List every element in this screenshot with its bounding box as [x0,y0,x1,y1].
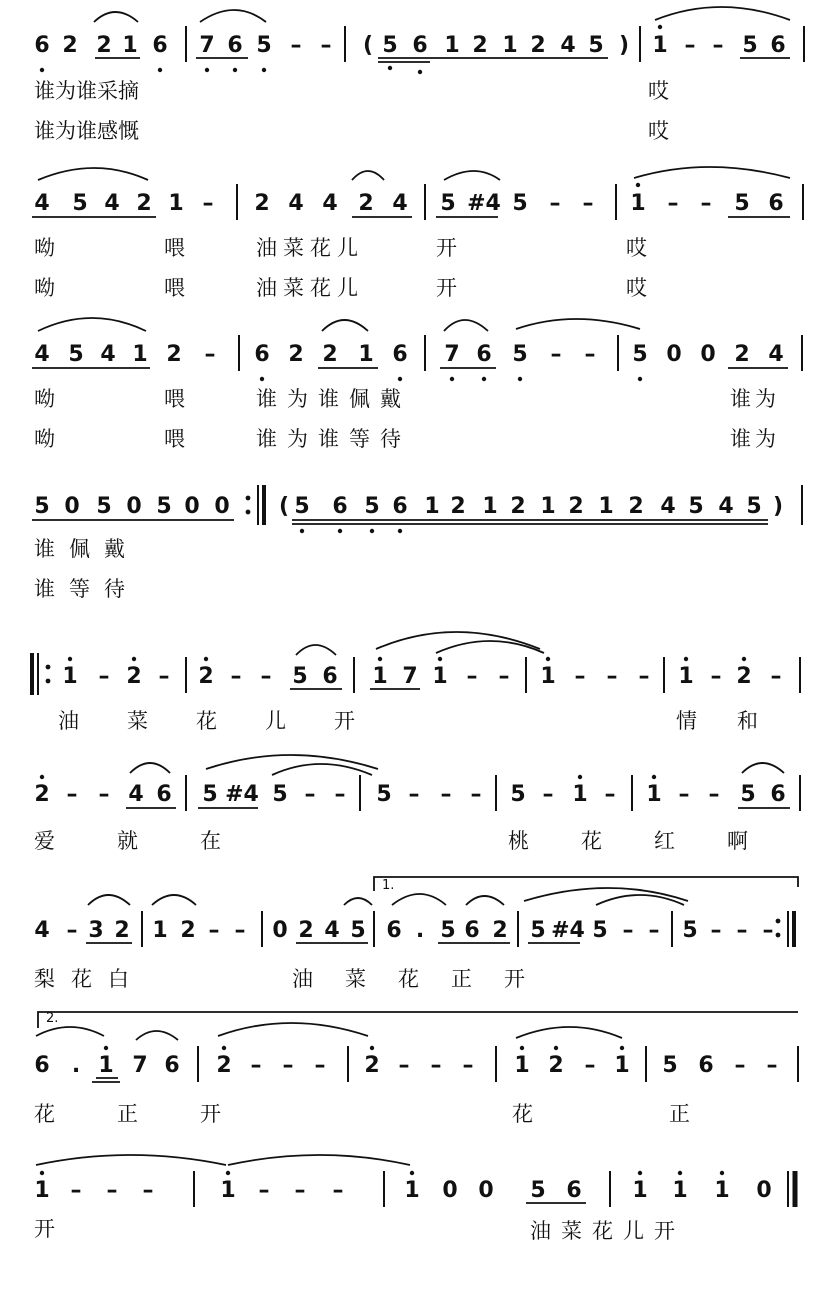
score-line-1 [0,0,829,160]
svg-text:2: 2 [530,33,546,58]
score-line-7 [0,865,829,995]
svg-text:2: 2 [254,191,270,216]
svg-text:5: 5 [96,494,112,519]
svg-text:6: 6 [392,494,408,519]
svg-text:2: 2 [180,918,196,943]
svg-text:0: 0 [478,1178,494,1203]
svg-text:–: – [158,664,170,689]
lyric-line-6-v1a: 爱就在 [34,829,283,853]
svg-text:–: – [684,33,696,58]
svg-text:–: – [202,191,214,216]
lyric-line-6-v1b: 桃花红啊 [508,829,800,853]
svg-text:–: – [550,342,562,367]
svg-text:–: – [604,782,616,807]
svg-text:–: – [700,191,712,216]
score-line-4 [0,465,829,615]
svg-text:1: 1 [34,1178,50,1203]
svg-text:1: 1 [98,1053,114,1078]
svg-text:2: 2 [628,494,644,519]
svg-text:0: 0 [214,494,230,519]
svg-text:5: 5 [350,918,366,943]
svg-text:#4: #4 [551,918,585,943]
svg-text:–: – [304,782,316,807]
svg-text:0: 0 [666,342,682,367]
svg-text:5: 5 [156,494,172,519]
svg-text:–: – [712,33,724,58]
svg-text:2: 2 [364,1053,380,1078]
svg-text:–: – [734,1053,746,1078]
svg-text:2: 2 [510,494,526,519]
svg-text:1: 1 [632,1178,648,1203]
lyric-line-5-v1b: 情和 [676,709,798,733]
svg-text:5: 5 [746,494,762,519]
svg-text:5: 5 [662,1053,678,1078]
svg-text:6: 6 [34,33,50,58]
svg-text:6: 6 [156,782,172,807]
svg-text:1: 1 [220,1178,236,1203]
svg-text:(: ( [278,494,290,519]
svg-text:7: 7 [132,1053,148,1078]
lyric-line-3-v2c: 谁为谁等待 [256,427,411,451]
svg-text:6: 6 [476,342,492,367]
svg-text:–: – [98,782,110,807]
svg-text:1: 1 [514,1053,530,1078]
svg-text:2: 2 [114,918,130,943]
svg-text:–: – [574,664,586,689]
svg-text:5: 5 [512,342,528,367]
svg-text:5: 5 [364,494,380,519]
svg-text:–: – [584,1053,596,1078]
svg-text:1: 1 [432,664,448,689]
svg-text:7: 7 [444,342,460,367]
lyric-line-2-v2a: 呦 [34,276,55,300]
svg-text:2: 2 [62,33,78,58]
svg-text:6: 6 [322,664,338,689]
lyric-line-2-v2c: 油菜花儿 [256,276,364,300]
svg-text:2: 2 [198,664,214,689]
lyric-line-8-v1a: 花正开 [34,1102,283,1126]
svg-text:7: 7 [199,33,215,58]
svg-text:4: 4 [660,494,676,519]
svg-text:6: 6 [332,494,348,519]
svg-text:–: – [294,1178,306,1203]
svg-text:1: 1 [678,664,694,689]
lyric-line-1-v2b: 哎 [648,119,669,143]
svg-text:1: 1 [372,664,388,689]
svg-text:–: – [736,918,748,943]
svg-text:5: 5 [682,918,698,943]
lyric-line-3-v2d: 谁为 [730,427,780,451]
svg-text:5: 5 [376,782,392,807]
svg-text:5: 5 [742,33,758,58]
notation-line-9 [0,1135,829,1225]
svg-text:5: 5 [34,494,50,519]
score-line-8 [0,1000,829,1130]
svg-text:–: – [208,918,220,943]
lyric-line-9-v1a: 开 [34,1217,55,1241]
svg-text:–: – [408,782,420,807]
svg-text:–: – [106,1178,118,1203]
svg-text:–: – [606,664,618,689]
svg-text:5: 5 [510,782,526,807]
svg-text:–: – [98,664,110,689]
svg-text:1: 1 [424,494,440,519]
svg-text:–: – [430,1053,442,1078]
lyric-line-4-v1a: 谁佩戴 [34,537,139,561]
svg-text:–: – [498,664,510,689]
svg-text:–: – [234,918,246,943]
volta-label-2: 2. [46,1011,59,1026]
svg-text:1: 1 [540,664,556,689]
svg-text:5: 5 [512,191,528,216]
svg-text:2: 2 [322,342,338,367]
svg-text:2: 2 [472,33,488,58]
svg-text:5: 5 [294,494,310,519]
lyric-line-3-v1d: 谁为 [730,387,780,411]
svg-text:1: 1 [122,33,138,58]
svg-text:2: 2 [548,1053,564,1078]
svg-text:5: 5 [202,782,218,807]
score-line-9 [0,1135,829,1295]
svg-text:6: 6 [254,342,270,367]
svg-text:2: 2 [358,191,374,216]
svg-text:0: 0 [126,494,142,519]
svg-text:#4: #4 [225,782,259,807]
svg-text:6: 6 [770,33,786,58]
svg-text:7: 7 [402,664,418,689]
score-line-2 [0,160,829,300]
svg-text:6: 6 [412,33,428,58]
lyric-line-3-v1a: 呦 [34,387,55,411]
svg-text:5: 5 [632,342,648,367]
svg-text:5: 5 [440,918,456,943]
svg-text:0: 0 [442,1178,458,1203]
svg-text:4: 4 [288,191,304,216]
svg-text:1: 1 [502,33,518,58]
svg-text:6: 6 [566,1178,582,1203]
svg-text:–: – [766,1053,778,1078]
svg-text:1: 1 [404,1178,420,1203]
svg-text:5: 5 [734,191,750,216]
svg-text:5: 5 [530,918,546,943]
lyric-line-4-v2a: 谁等待 [34,577,139,601]
svg-text:): ) [772,494,784,519]
svg-text:6: 6 [34,1053,50,1078]
svg-text:1: 1 [652,33,668,58]
svg-text:–: – [762,918,774,943]
svg-text:2: 2 [734,342,750,367]
svg-text:2: 2 [450,494,466,519]
svg-text:1: 1 [62,664,78,689]
svg-text:1: 1 [672,1178,688,1203]
lyric-line-3-v2a: 呦 [34,427,55,451]
svg-text:6: 6 [464,918,480,943]
svg-text:–: – [334,782,346,807]
lyric-line-2-v2b: 喂 [164,276,185,300]
svg-text:5: 5 [592,918,608,943]
lyric-line-1-v1a: 谁为谁采摘 [34,79,139,103]
svg-text:#4: #4 [467,191,501,216]
svg-text:–: – [314,1053,326,1078]
svg-text:6: 6 [227,33,243,58]
lyric-line-2-v2d: 开 [436,276,457,300]
svg-text:–: – [398,1053,410,1078]
svg-text:–: – [332,1178,344,1203]
lyric-line-2-v1e: 哎 [626,236,647,260]
svg-text:–: – [710,664,722,689]
lyric-line-3-v2b: 喂 [164,427,185,451]
lyric-line-1-v2a: 谁为谁感慨 [34,119,139,143]
svg-text:6: 6 [386,918,402,943]
svg-text:2: 2 [298,918,314,943]
svg-text:–: – [230,664,242,689]
notation-line-2 [0,160,829,250]
svg-text:–: – [290,33,302,58]
svg-text:5: 5 [292,664,308,689]
svg-text:1: 1 [714,1178,730,1203]
svg-text:5: 5 [740,782,756,807]
svg-text:4: 4 [392,191,408,216]
svg-text:): ) [618,33,630,58]
svg-text:5: 5 [440,191,456,216]
svg-text:–: – [678,782,690,807]
svg-text:1: 1 [132,342,148,367]
svg-text:2: 2 [568,494,584,519]
svg-text:–: – [66,918,78,943]
svg-text:4: 4 [322,191,338,216]
svg-text:–: – [470,782,482,807]
lyric-line-2-v2e: 哎 [626,276,647,300]
svg-text:1: 1 [646,782,662,807]
svg-text:5: 5 [72,191,88,216]
svg-text:1: 1 [572,782,588,807]
svg-text:–: – [440,782,452,807]
svg-text:5: 5 [382,33,398,58]
lyric-line-2-v1d: 开 [436,236,457,260]
svg-text:1: 1 [630,191,646,216]
svg-text:.: . [71,1053,81,1078]
svg-text:2: 2 [216,1053,232,1078]
svg-text:2: 2 [126,664,142,689]
lyric-line-3-v1c: 谁为谁佩戴 [256,387,411,411]
svg-text:–: – [462,1053,474,1078]
svg-text:–: – [70,1178,82,1203]
svg-text:1: 1 [168,191,184,216]
svg-text:6: 6 [698,1053,714,1078]
score-line-6 [0,745,829,865]
svg-text:0: 0 [700,342,716,367]
svg-text:1: 1 [598,494,614,519]
svg-text:4: 4 [34,342,50,367]
svg-text:6: 6 [392,342,408,367]
svg-text:1: 1 [540,494,556,519]
svg-text:4: 4 [34,918,50,943]
svg-text:4: 4 [718,494,734,519]
lyric-line-7-v1b: 油菜花正开 [292,967,557,991]
svg-text:5: 5 [688,494,704,519]
svg-text:1: 1 [482,494,498,519]
svg-text:4: 4 [34,191,50,216]
svg-text:1: 1 [614,1053,630,1078]
lyric-line-2-v1c: 油菜花儿 [256,236,364,260]
svg-text:6: 6 [152,33,168,58]
svg-text:–: – [770,664,782,689]
svg-text:4: 4 [128,782,144,807]
lyric-line-5-v1a: 油菜花儿开 [58,709,403,733]
svg-text:6: 6 [770,782,786,807]
svg-text:5: 5 [588,33,604,58]
svg-text:.: . [415,918,425,943]
svg-text:4: 4 [104,191,120,216]
notation-line-8 [0,1000,829,1090]
svg-text:–: – [250,1053,262,1078]
svg-text:3: 3 [88,918,104,943]
svg-text:2: 2 [166,342,182,367]
lyric-line-8-v1b: 花正 [512,1102,826,1126]
svg-text:2: 2 [136,191,152,216]
svg-text:2: 2 [288,342,304,367]
notation-line-5 [0,615,829,705]
svg-text:0: 0 [756,1178,772,1203]
lyric-line-3-v1b: 喂 [164,387,185,411]
svg-text:4: 4 [324,918,340,943]
svg-text:(: ( [362,33,374,58]
volta-label-1: 1. [382,878,395,893]
lyric-line-1-v1b: 哎 [648,79,669,103]
svg-text:1: 1 [444,33,460,58]
svg-text:5: 5 [272,782,288,807]
svg-text:–: – [708,782,720,807]
svg-text:–: – [584,342,596,367]
svg-text:–: – [667,191,679,216]
svg-text:5: 5 [530,1178,546,1203]
svg-text:–: – [549,191,561,216]
svg-text:4: 4 [560,33,576,58]
svg-text:–: – [282,1053,294,1078]
svg-text:–: – [648,918,660,943]
svg-text:2: 2 [96,33,112,58]
svg-text:5: 5 [256,33,272,58]
notation-line-6 [0,745,829,835]
svg-text:–: – [582,191,594,216]
lyric-line-2-v1b: 喂 [164,236,185,260]
notation-line-3 [0,305,829,395]
lyric-line-9-v1b: 油菜花儿开 [530,1219,685,1243]
svg-text:1: 1 [152,918,168,943]
svg-text:–: – [260,664,272,689]
svg-text:5: 5 [68,342,84,367]
svg-text:0: 0 [184,494,200,519]
svg-text:–: – [204,342,216,367]
svg-text:2: 2 [736,664,752,689]
svg-text:2: 2 [492,918,508,943]
notation-line-7 [0,865,829,955]
svg-text:6: 6 [768,191,784,216]
svg-text:4: 4 [100,342,116,367]
lyric-line-7-v1a: 梨花白 [34,967,145,991]
svg-text:–: – [142,1178,154,1203]
svg-text:1: 1 [358,342,374,367]
score-line-5 [0,615,829,745]
score-line-3 [0,305,829,455]
svg-text:–: – [638,664,650,689]
svg-text:–: – [466,664,478,689]
svg-text:–: – [622,918,634,943]
lyric-line-2-v1a: 呦 [34,236,55,260]
svg-text:0: 0 [272,918,288,943]
svg-text:2: 2 [34,782,50,807]
svg-text:–: – [710,918,722,943]
svg-text:–: – [542,782,554,807]
svg-text:–: – [258,1178,270,1203]
svg-text:6: 6 [164,1053,180,1078]
svg-text:4: 4 [768,342,784,367]
svg-text:–: – [66,782,78,807]
svg-text:0: 0 [64,494,80,519]
svg-text:–: – [320,33,332,58]
